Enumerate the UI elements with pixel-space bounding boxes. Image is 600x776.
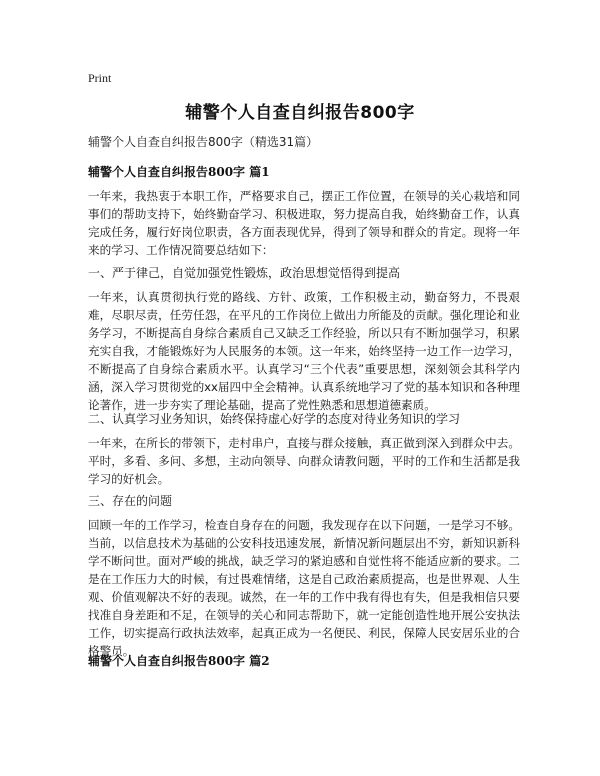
document-subtitle: 辅警个人自查自纠报告800字（精选31篇） [88,135,319,149]
section-title-2: 辅警个人自查自纠报告800字 篇2 [88,654,270,668]
heading-3: 三、存在的问题 [88,494,173,508]
section-title-1: 辅警个人自查自纠报告800字 篇1 [88,165,270,179]
paragraph-2: 一年来，在所长的带领下，走村串户，直接与群众接触，真正做到深入到群众中去。平时，多看、多问、多想，主动向领导、向群众请教问题，平时的工作和生活都是我学习的好机会。 [88,436,520,486]
paragraph-3: 回顾一年的工作学习，检查自身存在的问题，我发现存在以下问题，一是学习不够。当前，以信息技术为基础的公安科技迅速发展，新情况新问题层出不穷，新知识新科学不断问世。面对严峻的挑战，缺乏学习的紧迫感和自觉性将不能适应新的要求。二是在工作压力大的时候，有过畏难情绪，这是自己政治素质提高，也是世界观、人生观、价值观解决不好的表现。诚然，在一年的工作中我有得也有失，但是我相信只要找准自身差距和不足，在领导的关心和同志帮助下，就一定能创造性地开展公安执法工作，切实提高行政执法效率，起真正成为一名便民、利民，保障人民安居乐业的合格警员。 [88,518,520,658]
intro-paragraph: 一年来，我热衷于本职工作，严格要求自己，摆正工作位置，在领导的关心栽培和同事们的帮助支持下，始终勤奋学习、积极进取，努力提高自我，始终勤奋工作，认真完成任务，履行好岗位职责，各方面表现优异，得到了领导和群众的肯定。现将一年来的学习、工作情况简要总结如下： [88,189,520,257]
page-title: 辅警个人自查自纠报告800字 [185,103,415,123]
paragraph-1: 一年来，认真贯彻执行党的路线、方针、政策，工作积极主动，勤奋努力，不畏艰难，尽职尽责，任劳任怨，在平凡的工作岗位上做出力所能及的贡献。强化理论和业务学习，不断提高自身综合素质自己又缺乏工作经验，所以只有不断加强学习，积累充实自我，才能锻炼好为人民服务的本领。这一年来，始终坚持一边工作一边学习，不断提高了自身综合素质水平。认真学习“三个代表”重要思想，深刻领会其科学内涵，深入学习贯彻党的xx届四中全会精神。认真系统地学习了党的基本知识和各种理论著作，进一步夯实了理论基础，提高了党性熟悉和思想道德素质。 [88,290,520,412]
print-link[interactable]: Print [88,71,112,85]
heading-1: 一、严于律己，自觉加强党性锻炼，政治思想觉悟得到提高 [88,266,401,280]
heading-2: 二、认真学习业务知识，始终保持虚心好学的态度对待业务知识的学习 [88,412,461,426]
